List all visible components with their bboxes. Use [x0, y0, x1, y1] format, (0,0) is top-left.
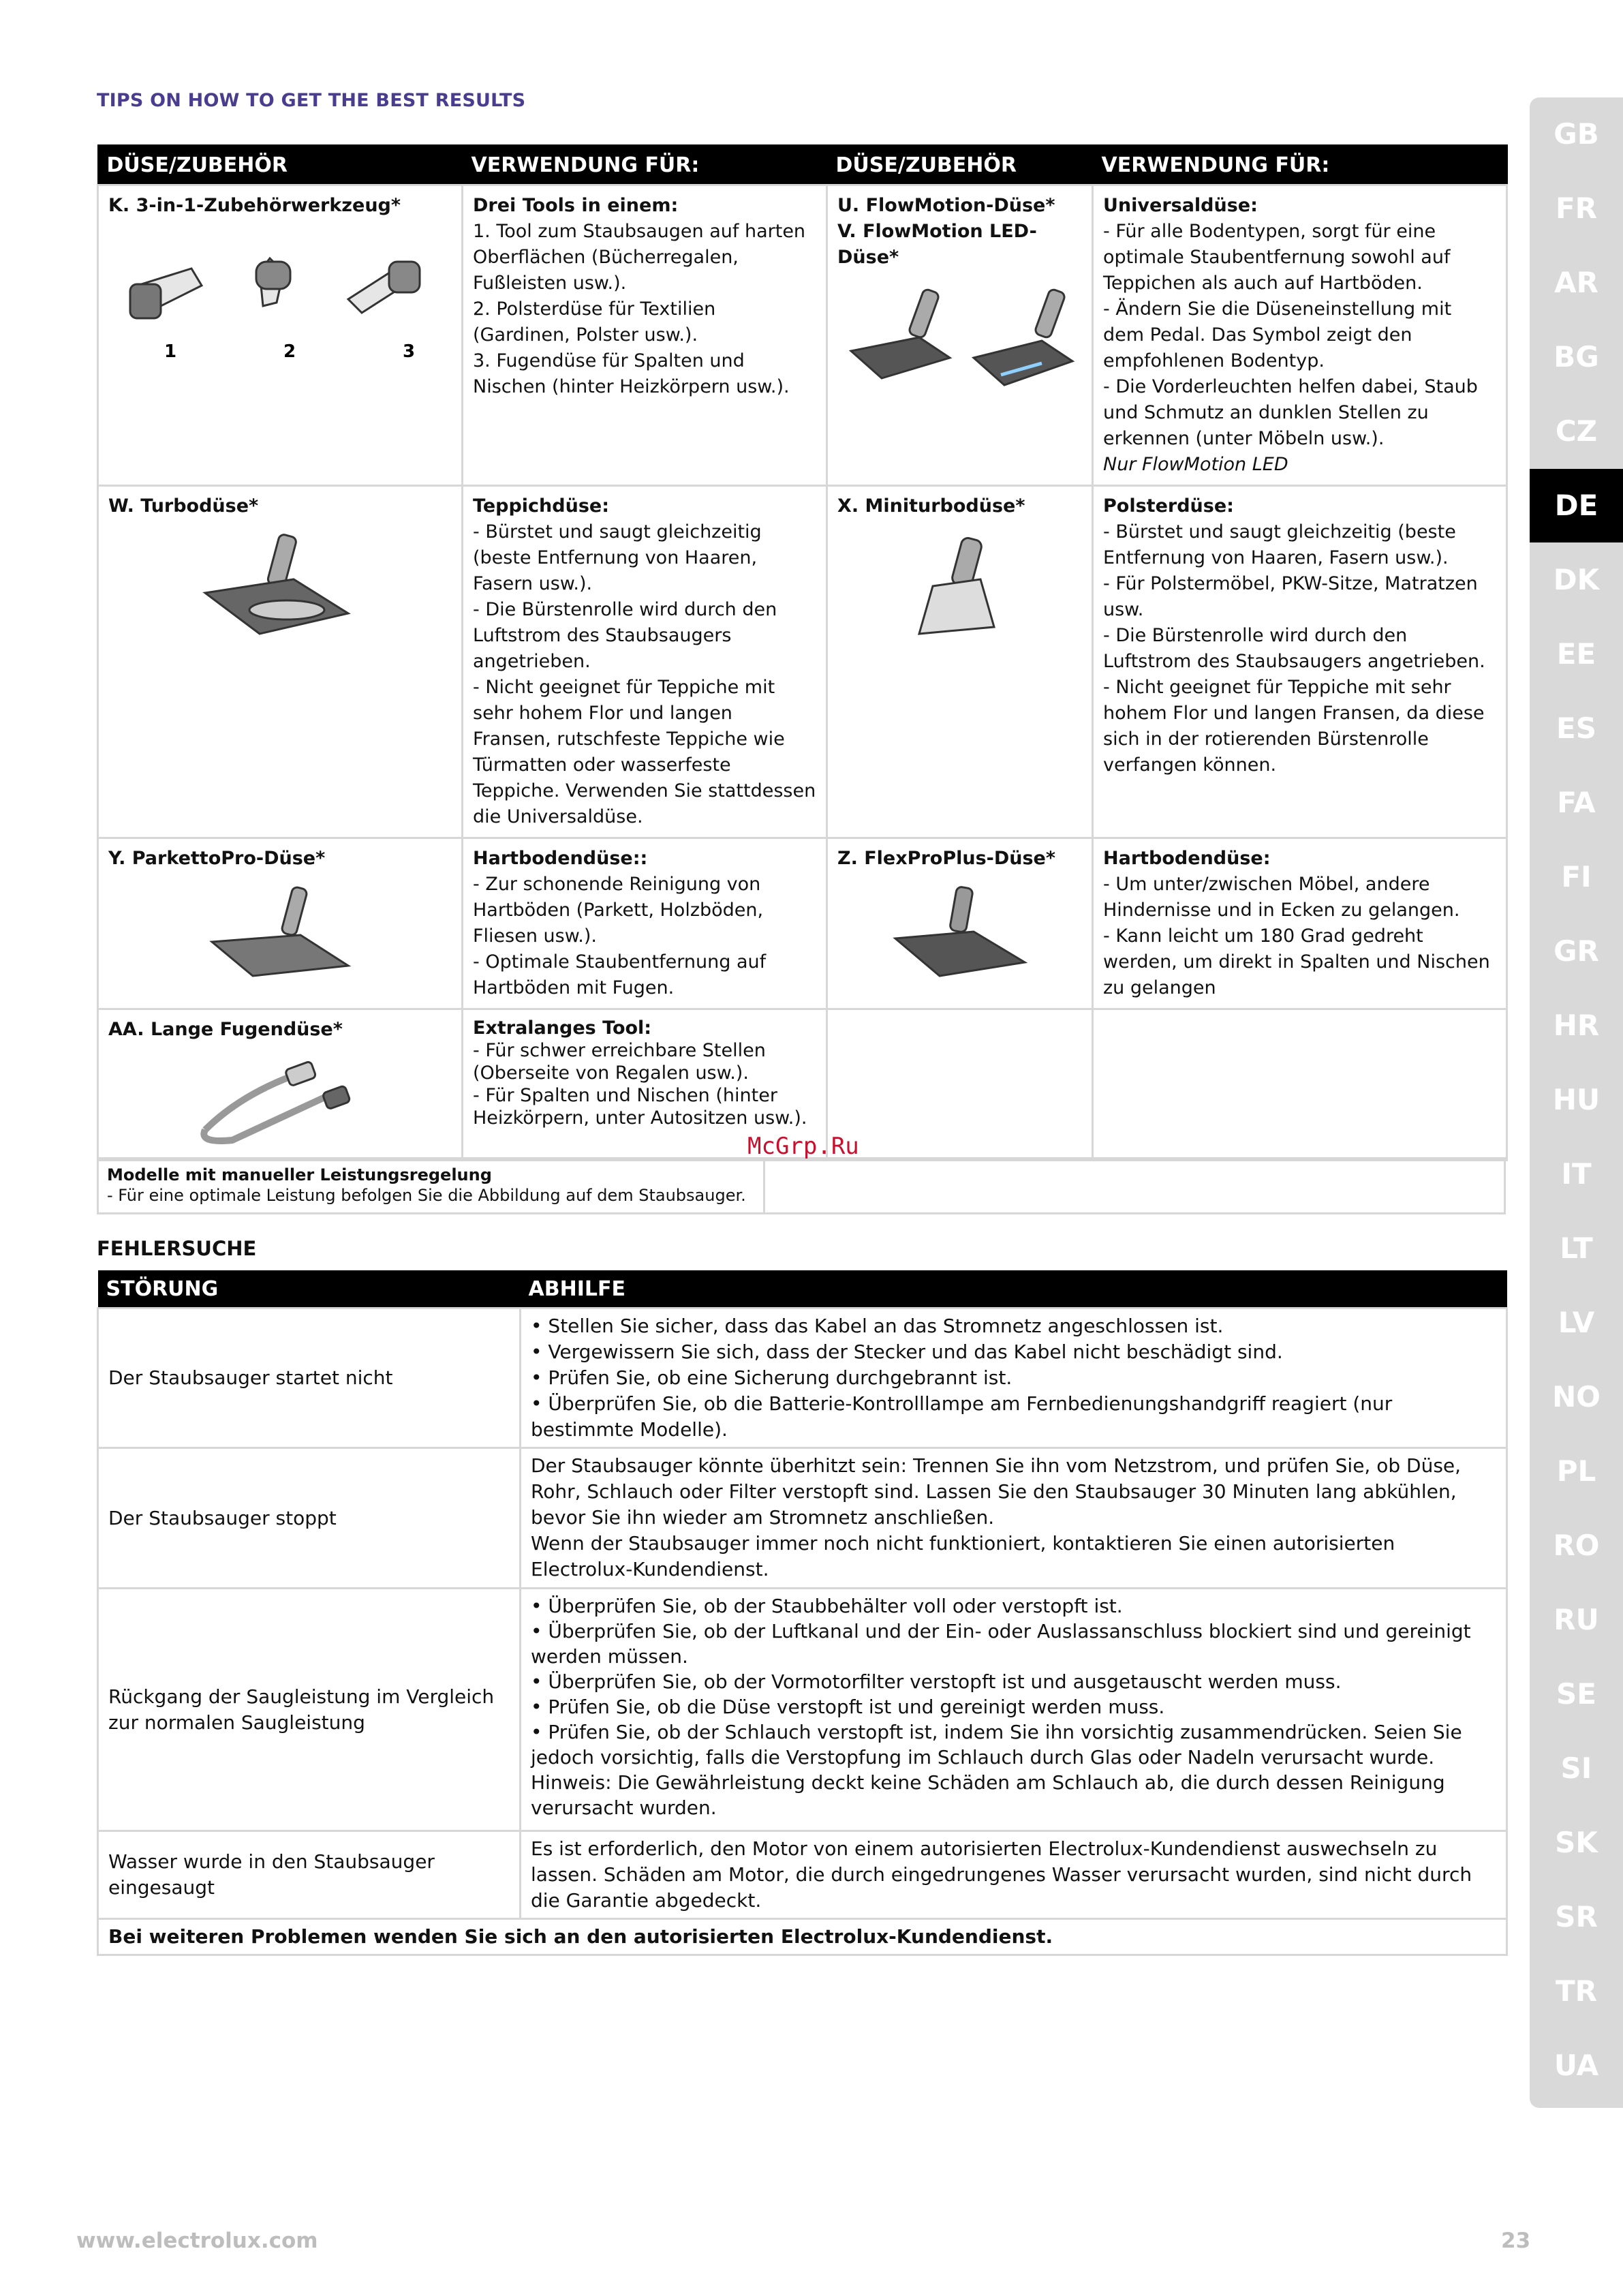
tab-hu[interactable]: HU	[1552, 1083, 1601, 1116]
troubleshooting-header-row	[98, 1270, 1507, 1308]
tool-number: 2	[283, 341, 296, 362]
flexpro-nozzle-illustration	[885, 884, 1035, 986]
problem-cell: Wasser wurde in den Staubsauger eingesaugt	[98, 1831, 521, 1919]
use-title: Hartbodendüse:	[1103, 848, 1271, 869]
tab-ru[interactable]: RU	[1554, 1603, 1599, 1636]
manual-power-text: - Für eine optimale Leistung befolgen Sie die Abbildung auf dem Staubsauger.	[107, 1186, 746, 1205]
troubleshooting-row	[98, 1589, 1507, 1831]
use-line: - Ändern Sie die Düseneinstellung mit dem Pedal. Das Symbol zeigt den empfohlenen Bodentyp.	[1103, 299, 1452, 371]
section-title: TIPS ON HOW TO GET THE BEST RESULTS	[97, 90, 526, 111]
remedy-line: Wenn der Staubsauger immer noch nicht funktioniert, kontaktieren Sie einen autorisierten Electrolux-Kundendienst.	[531, 1532, 1395, 1580]
use-line: 2. Polsterdüse für Textilien (Gardinen, Polster usw.).	[473, 299, 716, 346]
remedy-line: • Prüfen Sie, ob die Düse verstopft ist und gereinigt werden muss.	[531, 1696, 1165, 1718]
header-tool-2: DÜSE/ZUBEHÖR	[827, 145, 1093, 185]
tool-cell	[827, 838, 1093, 1009]
header-remedy: ABHILFE	[521, 1270, 1507, 1308]
empty-cell	[1093, 1009, 1507, 1161]
remedy-line: • Stellen Sie sicher, dass das Kabel an das Stromnetz angeschlossen ist.	[531, 1315, 1224, 1337]
manual-power-title: Modelle mit manueller Leistungsregelung	[107, 1165, 492, 1184]
remedy-line: • Überprüfen Sie, ob der Luftkanal und der Ein- oder Auslassanschluss blockiert sind und gereinigt werden müssen.	[531, 1620, 1471, 1668]
footer-url: www.electrolux.com	[76, 2229, 318, 2253]
use-line: - Die Vorderleuchten helfen dabei, Staub und Schmutz an dunklen Stellen zu erkennen (unter Möbeln usw.).	[1103, 376, 1478, 449]
troubleshooting-row	[98, 1448, 1507, 1589]
tab-sk[interactable]: SK	[1555, 1826, 1598, 1859]
problem-cell: Rückgang der Saugleistung im Vergleich zur normalen Saugleistung	[98, 1589, 521, 1831]
tab-ro[interactable]: RO	[1553, 1529, 1600, 1562]
tool-cell	[98, 838, 463, 1009]
remedy-line: • Überprüfen Sie, ob der Vormotorfilter verstopft ist und ausgetauscht werden muss.	[531, 1670, 1342, 1693]
tool-cell	[827, 185, 1093, 486]
tab-ar[interactable]: AR	[1554, 266, 1598, 299]
tool-number: 3	[403, 341, 416, 362]
tab-de[interactable]: DE	[1530, 469, 1623, 542]
use-title: Drei Tools in einem:	[473, 195, 679, 216]
use-title: Teppichdüse:	[473, 495, 610, 517]
3-in-1-tool-illustration	[117, 231, 444, 367]
problem-cell: Der Staubsauger stoppt	[98, 1448, 521, 1589]
page-number: 23	[1501, 2229, 1531, 2253]
tab-gr[interactable]: GR	[1554, 934, 1599, 968]
tool-name: Y. ParkettoPro-Düse*	[108, 848, 326, 869]
tab-tr[interactable]: TR	[1556, 1974, 1597, 2008]
use-cell	[1093, 185, 1507, 486]
remedy-line: • Prüfen Sie, ob der Schlauch verstopft ist, indem Sie ihn vorsichtig zusammendrücken. Seien Sie jedoch vorsichtig, falls die Verstopfung im Schlauch durch Glas oder Nadeln verursacht wurde.	[531, 1721, 1462, 1769]
tab-hr[interactable]: HR	[1553, 1009, 1600, 1042]
tab-dk[interactable]: DK	[1553, 563, 1600, 596]
parketto-nozzle-illustration	[205, 884, 355, 986]
tool-cell	[827, 486, 1093, 838]
manual-power-box	[97, 1157, 1506, 1214]
tab-ua[interactable]: UA	[1554, 2049, 1599, 2082]
use-line: - Kann leicht um 180 Grad gedreht werden, um direkt in Spalten und Nischen zu gelangen	[1103, 925, 1490, 998]
tool-cell	[98, 1009, 463, 1161]
troubleshooting-table	[97, 1270, 1508, 1956]
remedy-line: Hinweis: Die Gewährleistung deckt keine Schäden am Schlauch ab, die durch dessen Reinigung verursacht wurden.	[531, 1771, 1445, 1819]
tab-se[interactable]: SE	[1556, 1677, 1596, 1711]
tab-sr[interactable]: SR	[1555, 1900, 1598, 1933]
use-line: - Für Polstermöbel, PKW-Sitze, Matratzen usw.	[1103, 573, 1478, 620]
header-use-2: VERWENDUNG FÜR:	[1093, 145, 1507, 185]
header-fault: STÖRUNG	[98, 1270, 521, 1308]
use-line: - Für alle Bodentypen, sorgt für eine optimale Staubentfernung sowohl auf Teppichen als auch auf Hartböden.	[1103, 221, 1451, 294]
troubleshooting-title: FEHLERSUCHE	[97, 1237, 257, 1260]
use-line: - Nicht geeignet für Teppiche mit sehr hohem Flor und langen Fransen, da diese sich in der rotierenden Bürstenrolle verfangen können.	[1103, 677, 1485, 776]
tab-it[interactable]: IT	[1561, 1157, 1592, 1191]
tab-ee[interactable]: EE	[1556, 637, 1596, 671]
remedy-cell	[521, 1831, 1507, 1919]
remedy-line: Es ist erforderlich, den Motor von einem autorisierten Electrolux-Kundendienst auswechseln zu lassen. Schäden am Motor, die durch eingedrungenes Wasser verursacht wurden, sind nicht durch die Garantie abgedeckt.	[531, 1837, 1472, 1912]
accessory-row	[98, 486, 1507, 838]
tool-name: U. FlowMotion-Düse* V. FlowMotion LED-Düse*	[837, 195, 1055, 268]
watermark: McGrp.Ru	[747, 1133, 859, 1160]
tab-gb[interactable]: GB	[1554, 117, 1599, 151]
tool-name: K. 3-in-1-Zubehörwerkzeug*	[108, 195, 401, 216]
tab-fi[interactable]: FI	[1561, 860, 1592, 893]
use-line: - Für Spalten und Nischen (hinter Heizkörpern, unter Autositzen usw.).	[473, 1085, 807, 1129]
use-note: Nur FlowMotion LED	[1103, 454, 1288, 475]
mini-turbo-nozzle-illustration	[892, 532, 1028, 647]
tab-bg[interactable]: BG	[1554, 340, 1599, 373]
remedy-line: • Überprüfen Sie, ob der Staubbehälter voll oder verstopft ist.	[531, 1595, 1123, 1617]
remedy-cell	[521, 1589, 1507, 1831]
remedy-line: • Vergewissern Sie sich, dass der Stecker und das Kabel nicht beschädigt sind.	[531, 1341, 1283, 1363]
tool-number: 1	[164, 341, 177, 362]
use-line: 1. Tool zum Staubsaugen auf harten Oberflächen (Bücherregalen, Fußleisten usw.).	[473, 221, 806, 294]
header-tool-1: DÜSE/ZUBEHÖR	[98, 145, 463, 185]
tool-name: W. Turbodüse*	[108, 495, 259, 517]
empty-cell	[827, 1009, 1093, 1161]
header-use-1: VERWENDUNG FÜR:	[463, 145, 827, 185]
remedy-cell	[521, 1448, 1507, 1589]
use-line: - Bürstet und saugt gleichzeitig (beste Entfernung von Haaren, Fasern usw.).	[473, 521, 762, 594]
troubleshooting-footer: Bei weiteren Problemen wenden Sie sich an den autorisierten Electrolux-Kundendienst.	[98, 1919, 1507, 1955]
use-line: - Optimale Staubentfernung auf Hartböden mit Fugen.	[473, 951, 767, 998]
long-crevice-tool-illustration	[191, 1055, 369, 1150]
use-cell	[463, 486, 827, 838]
use-cell	[463, 185, 827, 486]
turbo-nozzle-illustration	[191, 532, 369, 647]
use-cell	[1093, 838, 1507, 1009]
use-line: - Die Bürstenrolle wird durch den Luftstrom des Staubsaugers angetrieben.	[473, 599, 777, 672]
tab-lt[interactable]: LT	[1560, 1231, 1593, 1265]
use-line: 3. Fugendüse für Spalten und Nischen (hinter Heizkörpern usw.).	[473, 350, 790, 397]
tool-name: AA. Lange Fugendüse*	[108, 1019, 343, 1040]
tab-fr[interactable]: FR	[1555, 192, 1598, 225]
troubleshooting-row	[98, 1308, 1507, 1448]
troubleshooting-footer-row	[98, 1919, 1507, 1955]
tool-cell	[98, 185, 463, 486]
use-line: - Bürstet und saugt gleichzeitig (beste Entfernung von Haaren, Fasern usw.).	[1103, 521, 1456, 568]
remedy-cell	[521, 1308, 1507, 1448]
tab-pl[interactable]: PL	[1556, 1454, 1596, 1488]
use-line: - Um unter/zwischen Möbel, andere Hindernisse und in Ecken zu gelangen.	[1103, 874, 1460, 921]
remedy-line: • Überprüfen Sie, ob die Batterie-Kontrolllampe am Fernbedienungshandgriff reagiert (nur bestimmte Modelle).	[531, 1392, 1393, 1441]
use-title: Hartbodendüse::	[473, 848, 648, 869]
use-title: Polsterdüse:	[1103, 495, 1234, 517]
tab-lv[interactable]: LV	[1558, 1306, 1595, 1339]
use-line: - Nicht geeignet für Teppiche mit sehr hohem Flor und langen Fransen, rutschfeste Teppiche wie Türmatten oder wasserfeste Teppiche. Verwenden Sie stattdessen die Universaldüse.	[473, 677, 816, 827]
troubleshooting-row	[98, 1831, 1507, 1919]
tool-name: Z. FlexProPlus-Düse*	[837, 848, 1055, 869]
tab-no[interactable]: NO	[1552, 1380, 1601, 1413]
language-tabs	[1530, 97, 1623, 2108]
tab-si[interactable]: SI	[1560, 1751, 1592, 1785]
use-line: - Für schwer erreichbare Stellen (Oberseite von Regalen usw.).	[473, 1040, 766, 1084]
tab-cz[interactable]: CZ	[1555, 414, 1598, 448]
tool-name: X. Miniturbodüse*	[837, 495, 1025, 517]
accessory-row	[98, 838, 1507, 1009]
problem-cell: Der Staubsauger startet nicht	[98, 1308, 521, 1448]
manual-power-note	[99, 1159, 765, 1212]
tab-fa[interactable]: FA	[1557, 786, 1596, 819]
use-title: Extralanges Tool:	[473, 1017, 652, 1039]
use-title: Universaldüse:	[1103, 195, 1258, 216]
use-line: - Die Bürstenrolle wird durch den Luftstrom des Staubsaugers angetrieben.	[1103, 625, 1485, 672]
tool-cell	[98, 486, 463, 838]
flowmotion-nozzle-illustration	[837, 283, 1083, 399]
accessories-header-row	[98, 145, 1507, 185]
remedy-line: • Prüfen Sie, ob eine Sicherung durchgebrannt ist.	[531, 1366, 1013, 1389]
tab-es[interactable]: ES	[1556, 711, 1596, 745]
accessory-row	[98, 185, 1507, 486]
use-cell	[1093, 486, 1507, 838]
use-cell	[463, 838, 827, 1009]
accessories-table	[97, 144, 1508, 1161]
remedy-line: Der Staubsauger könnte überhitzt sein: Trennen Sie ihn vom Netzstrom, und prüfen Sie, ob Düse, Rohr, Schlauch oder Filter verstopft sind. Lassen Sie den Staubsauger 30 Minuten lang abkühlen, bevor Sie ihn wieder am Stromnetz anschließen.	[531, 1454, 1462, 1529]
use-line: - Zur schonende Reinigung von Hartböden (Parkett, Holzböden, Fliesen usw.).	[473, 874, 764, 947]
